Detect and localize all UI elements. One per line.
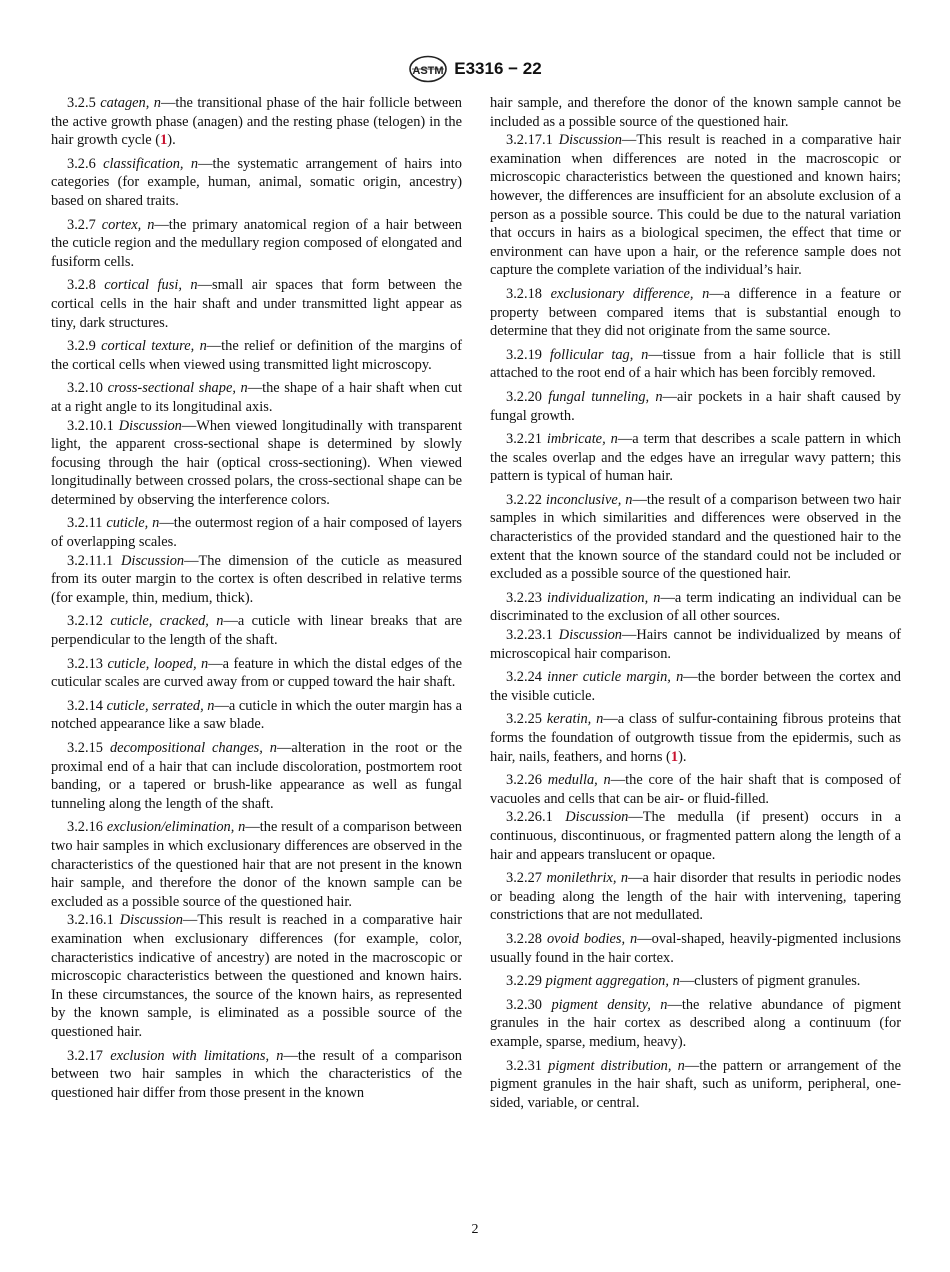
definition-3-2-23-1	[490, 626, 901, 663]
definition-text: —clusters of pigment granules.	[679, 973, 861, 990]
definition-3-2-15	[51, 739, 462, 813]
definition-text: —the border between the cortex and the visible cuticle.	[490, 669, 901, 704]
defined-term: imbricate, n	[546, 431, 618, 448]
definition-3-2-23	[490, 589, 901, 626]
page-header	[0, 54, 950, 84]
definition-3-2-18	[490, 285, 901, 341]
defined-term: exclusion with limitations, n	[110, 1047, 284, 1064]
definition-text: —air pockets in a hair shaft caused by fungal growth.	[490, 388, 901, 424]
definition-3-2-10-1	[51, 417, 462, 510]
defined-term: pigment distribution, n	[548, 1057, 685, 1074]
definition-text: —When viewed longitudinally with transparent light, the apparent cross-sectional shape is determined by slowly focusing through the hair (optical cross-sectioning). When viewed longitudinally between crossed polars, the cross-sectional shape can be determined by observing the interference colors.	[51, 417, 462, 508]
definition-text: —a class of sulfur-containing fibrous proteins that forms the foundation of outgrowth tissue from the epidermis, such as hair, nails, feathers, and horns (	[490, 711, 901, 765]
definition-text: —a cuticle with linear breaks that are perpendicular to the length of the shaft.	[51, 613, 463, 649]
definition-text: —oval-shaped, heavily-pigmented inclusions usually found in the hair cortex.	[490, 930, 901, 966]
definition-text: —the result of a comparison between two hair samples in which exclusionary differences are observed in the characteristics of the questioned hair that are not present in the known hair sample, and therefore the donor of the known sample can be excluded as a possible source of the questioned hair.	[51, 819, 462, 910]
section-number: 3.2.20	[506, 388, 542, 405]
section-number: 3.2.17	[67, 1047, 103, 1064]
section-number: 3.2.11.1	[67, 552, 114, 569]
page-number: 2	[471, 1222, 479, 1237]
defined-term: decompositional changes, n	[109, 740, 277, 756]
section-number: 3.2.28	[506, 930, 542, 947]
astm-logo-icon	[408, 55, 448, 83]
definition-text: —the transitional phase of the hair follicle between the active growth phase (anagen) and the resting phase (telogen) in the hair growth cycle (	[51, 95, 462, 149]
defined-term: catagen, n	[100, 95, 161, 111]
section-number: 3.2.10	[67, 380, 103, 397]
section-number: 3.2.8	[67, 277, 96, 294]
section-number: 3.2.21	[506, 431, 542, 448]
defined-term: inner cuticle margin, n	[547, 669, 684, 686]
definition-text-end: ).	[678, 748, 687, 765]
definition-text: —the result of a comparison between two hair samples in which the characteristics of the questioned hair differ from those present in the known	[51, 1047, 462, 1101]
defined-term: inconclusive, n	[545, 491, 633, 508]
defined-term: exclusionary difference, n	[550, 285, 710, 302]
section-number: 3.2.7	[67, 216, 96, 233]
defined-term: exclusion/elimination, n	[106, 819, 246, 836]
section-number: 3.2.10.1	[67, 417, 114, 434]
definition-3-2-6	[51, 155, 462, 211]
definition-3-2-17-1	[490, 131, 901, 280]
defined-term: cross-sectional shape, n	[107, 380, 248, 397]
definition-3-2-5	[51, 94, 462, 150]
defined-term: classification, n	[103, 155, 199, 172]
definition-3-2-19	[490, 346, 901, 383]
definition-text: —tissue from a hair follicle that is still attached to the root end of a hair which has been forcibly removed.	[490, 346, 901, 382]
definition-text: —a term that describes a scale pattern in which the scales overlap and the edges have an irregular wavy pattern; this pattern is typical of human hair.	[490, 431, 902, 485]
defined-term: pigment density, n	[551, 996, 668, 1013]
defined-term: ovoid bodies, n	[546, 930, 638, 947]
definition-3-2-22	[490, 491, 901, 584]
definition-3-2-14	[51, 697, 462, 734]
defined-term: cuticle, cracked, n	[110, 613, 224, 630]
section-number: 3.2.16	[67, 819, 103, 836]
standard-designation: E3316 − 22	[454, 59, 542, 78]
section-number: 3.2.23	[506, 589, 542, 606]
continuation-text: hair sample, and therefore the donor of the known sample cannot be included as a possible source of the questioned hair.	[490, 95, 901, 130]
definition-text: —the core of the hair shaft that is composed of vacuoles and cells that can be air- or fluid-filled.	[490, 772, 901, 807]
defined-term: Discussion	[565, 809, 629, 826]
defined-term: cortex, n	[101, 216, 155, 233]
section-number: 3.2.6	[67, 155, 96, 172]
definition-3-2-11	[51, 514, 462, 551]
defined-term: medulla, n	[547, 772, 611, 789]
definition-text: —a term indicating an individual can be discriminated to the exclusion of all other sources.	[490, 589, 901, 625]
defined-term: cortical fusi, n	[104, 277, 198, 294]
reference-link[interactable]: 1	[670, 748, 679, 765]
defined-term: fungal tunneling, n	[548, 388, 663, 405]
definition-3-2-7	[51, 216, 462, 272]
definition-3-2-8	[51, 276, 462, 332]
definition-3-2-27	[490, 869, 901, 925]
defined-term: cortical texture, n	[101, 338, 207, 355]
definition-3-2-26-1	[490, 808, 901, 864]
definition-text: —the systematic arrangement of hairs into categories (for example, human, animal, somatic origin, ancestry) based on shared traits.	[51, 155, 462, 209]
definition-3-2-13	[51, 655, 462, 692]
section-number: 3.2.17.1	[506, 132, 553, 149]
definition-3-2-25	[490, 710, 901, 766]
defined-term: cuticle, n	[106, 515, 160, 532]
right-column	[490, 94, 901, 1117]
section-number: 3.2.18	[506, 285, 542, 302]
definition-3-2-12	[51, 612, 462, 649]
section-number: 3.2.31	[506, 1057, 542, 1074]
section-number: 3.2.26.1	[506, 809, 553, 826]
definition-3-2-31	[490, 1057, 901, 1113]
definition-text: —a cuticle in which the outer margin has a notched appearance like a saw blade.	[51, 697, 462, 733]
defined-term: pigment aggregation, n	[545, 973, 680, 990]
defined-term: keratin, n	[546, 711, 604, 728]
section-number: 3.2.29	[506, 973, 542, 990]
section-number: 3.2.15	[67, 740, 103, 756]
definition-text: —Hairs cannot be individualized by means of microscopical hair comparison.	[490, 627, 901, 662]
definition-3-2-21	[490, 430, 901, 486]
section-number: 3.2.12	[67, 613, 103, 630]
section-number: 3.2.14	[67, 697, 103, 714]
section-number: 3.2.19	[506, 346, 542, 363]
definition-text: —the shape of a hair shaft when cut at a right angle to its longitudinal axis.	[51, 380, 462, 415]
definition-text: —small air spaces that form between the cortical cells in the hair shaft and under transmitted light appear as tiny, dark structures.	[51, 277, 462, 331]
reference-link[interactable]: 1	[160, 132, 168, 149]
definition-text: —The dimension of the cuticle as measured from its outer margin to the cortex is often described in relative terms (for example, thin, medium, thick).	[51, 552, 462, 606]
defined-term: monilethrix, n	[546, 870, 629, 887]
section-number: 3.2.13	[67, 655, 103, 672]
definition-3-2-9	[51, 337, 462, 374]
section-number: 3.2.24	[506, 669, 542, 686]
definition-3-2-29	[490, 972, 901, 991]
definition-text-end: ).	[167, 132, 176, 149]
definition-3-2-26	[490, 771, 901, 808]
defined-term: cuticle, looped, n	[107, 655, 209, 672]
definition-text: —alteration in the root or the proximal end of a hair that can include discoloration, postmortem root banding, or a tapered or brush-like appearance as well as fungal tunneling along the length of the shaft.	[51, 740, 462, 812]
definition-text: —the relative abundance of pigment granules in the hair cortex as described along a continuum (for example, sparse, medium, heavy).	[490, 996, 902, 1050]
section-number: 3.2.30	[506, 996, 542, 1013]
left-column	[51, 94, 462, 1107]
logo-text: ASTM	[412, 65, 444, 77]
definition-text: —a feature in which the distal edges of the cuticular scales are curved away from or cupped toward the hair shaft.	[51, 655, 462, 691]
section-number: 3.2.25	[506, 711, 542, 728]
defined-term: Discussion	[120, 552, 185, 569]
section-number: 3.2.26	[506, 772, 542, 789]
definition-3-2-24	[490, 668, 901, 705]
section-number: 3.2.5	[67, 95, 96, 111]
definition-text: —The medulla (if present) occurs in a continuous, discontinuous, or fragmented pattern along the length of a hair and appears translucent or opaque.	[490, 809, 901, 863]
defined-term: Discussion	[119, 912, 183, 929]
definition-3-2-28	[490, 930, 901, 967]
definition-text: —This result is reached in a comparative hair examination when exclusionary differences (for example, color, characteristics indicative of ancestry) are noted in the macroscopic or microscopic characteristics between the questioned and known hairs. In these circumstances, the source of the known hairs, as represented by the known sample, is eliminated as a possible source of the questioned hair.	[51, 912, 462, 1040]
section-number: 3.2.16.1	[67, 912, 114, 929]
definition-3-2-30	[490, 996, 901, 1052]
section-number: 3.2.11	[67, 515, 103, 532]
defined-term: follicular tag, n	[549, 346, 649, 363]
definition-3-2-16-1	[51, 911, 462, 1041]
definition-text: —a hair disorder that results in periodic nodes or beading along the length of the hair with intervening, tapering constrictions that are not medullated.	[490, 870, 901, 924]
definition-text: —the outermost region of a hair composed of layers of overlapping scales.	[51, 515, 462, 551]
section-number: 3.2.9	[67, 338, 96, 355]
defined-term: cuticle, serrated, n	[106, 697, 215, 714]
definition-text: —the pattern or arrangement of the pigment granules in the hair shaft, such as uniform, peripheral, one-sided, variable, or central.	[490, 1057, 901, 1111]
definition-text: —the primary anatomical region of a hair between the cuticle region and the medullary region composed of elongated and fusiform cells.	[51, 216, 462, 270]
defined-term: Discussion	[558, 132, 622, 149]
section-number: 3.2.27	[506, 870, 542, 887]
definition-text: —the result of a comparison between two hair samples in which similarities and differences were observed in the characteristics of the provided standard and the questioned hair to the extent that the known source of the standard could not be included or excluded as a possible source of the questioned hair.	[490, 491, 901, 583]
definition-3-2-16	[51, 818, 462, 911]
definition-text: —a difference in a feature or property between compared items that is substantial enough to determine that they did not originate from the same source.	[490, 285, 901, 340]
definition-text: —the relief or definition of the margins of the cortical cells when viewed using transmitted light microscopy.	[51, 338, 463, 373]
definition-text: —This result is reached in a comparative hair examination when differences are noted in the macroscopic or microscopic characteristics between the questioned and known hairs; however, the differences are insufficient for an absolute exclusion of a person as a possible source. This could be due to the natural variation that occurs in hairs as a biological specimen, the effect that time or environment can have upon a hair, or the reference sample does not capture the complete variation of the individual’s hair.	[490, 132, 901, 279]
defined-term: Discussion	[118, 417, 182, 434]
defined-term: Discussion	[558, 627, 622, 644]
definition-3-2-11-1	[51, 552, 462, 608]
section-number: 3.2.23.1	[506, 627, 553, 644]
definition-3-2-10	[51, 379, 462, 416]
definition-3-2-20	[490, 388, 901, 425]
section-number: 3.2.22	[506, 491, 542, 508]
defined-term: individualization, n	[547, 589, 661, 606]
definition-3-2-17	[51, 1047, 462, 1103]
